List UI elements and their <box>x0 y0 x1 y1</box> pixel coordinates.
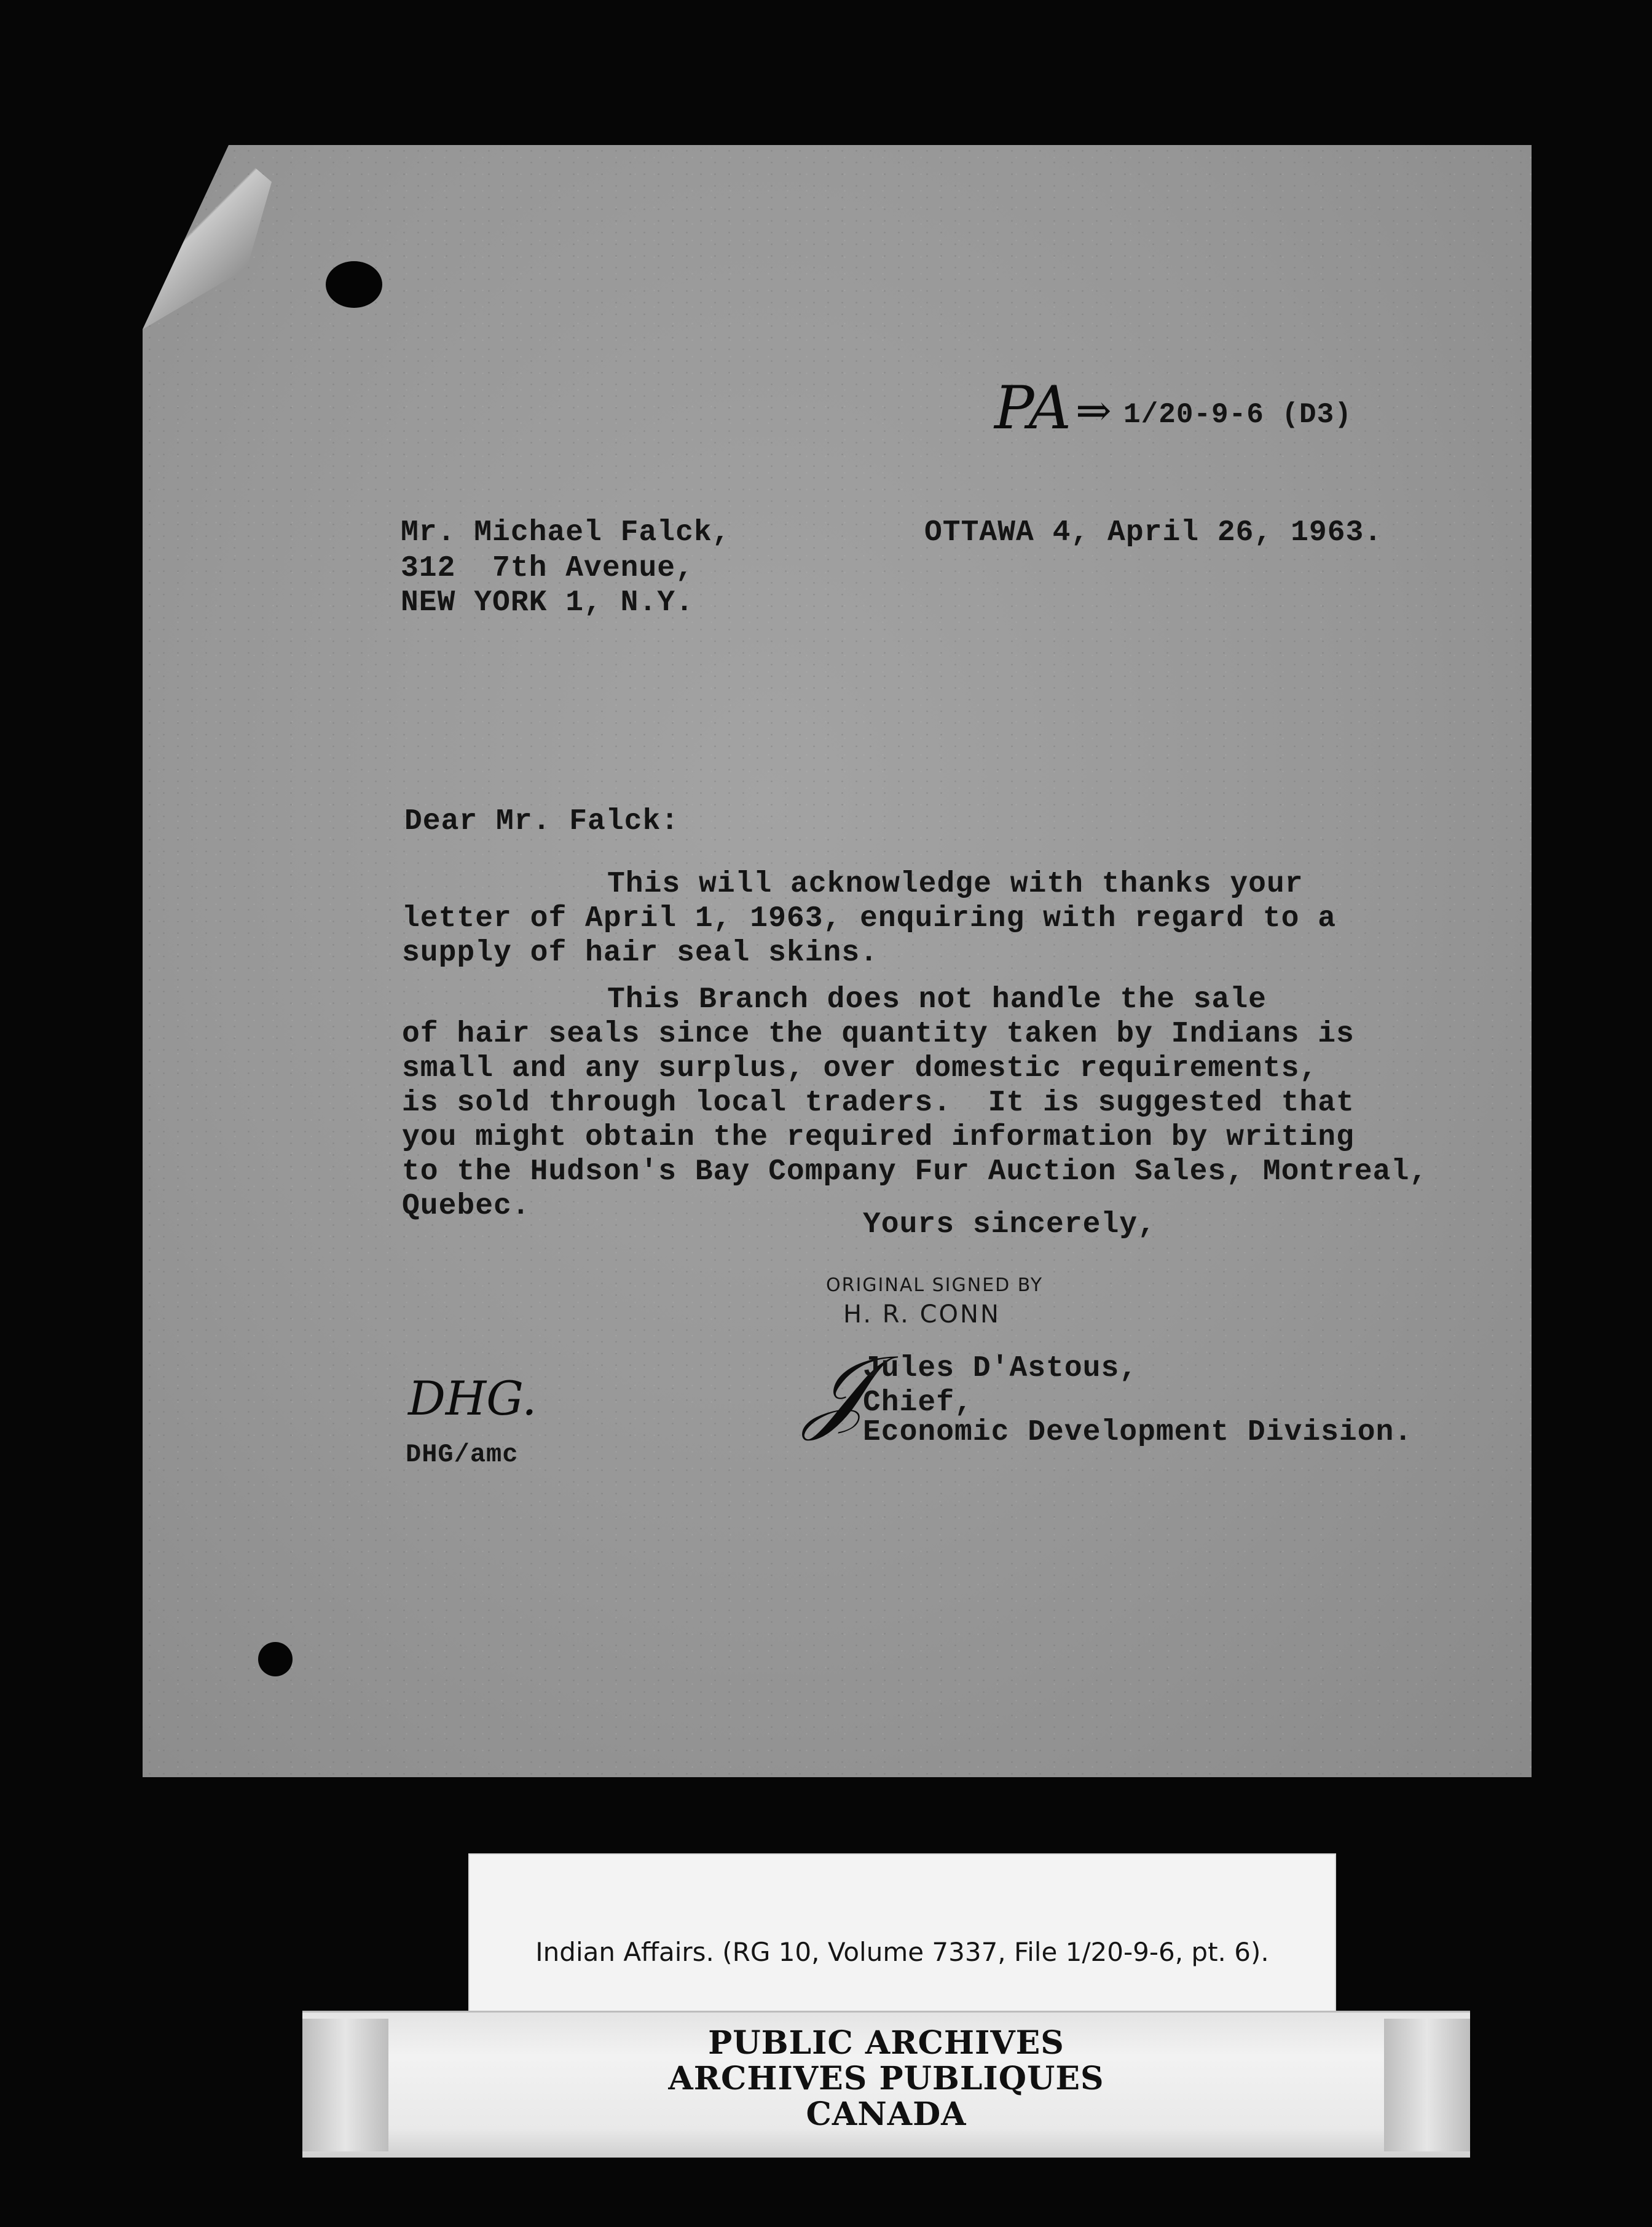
signatory-name: Jules D'Astous, <box>863 1352 1138 1385</box>
signature-flourish: 𝒥 <box>805 1336 869 1443</box>
archive-stamp-band <box>302 2011 1470 2158</box>
recipient-city: NEW YORK 1, N.Y. <box>401 586 694 619</box>
paragraph-1-line: letter of April 1, 1963, enquiring with regard to a <box>402 902 1337 935</box>
torn-hole <box>326 261 382 308</box>
paragraph-1-line: This will acknowledge with thanks your <box>607 868 1304 901</box>
paragraph-2-line: is sold through local traders. It is suggested that <box>402 1086 1355 1120</box>
archive-stamp-line: CANADA <box>806 2095 967 2133</box>
signed-stamp-line2: H. R. CONN <box>843 1300 1001 1329</box>
archive-label-card <box>468 1853 1336 2018</box>
paragraph-1-line: supply of hair seal skins. <box>402 937 878 970</box>
initials-typed: DHG/amc <box>406 1440 519 1469</box>
archive-stamp-line: PUBLIC ARCHIVES <box>708 2024 1064 2062</box>
recipient-name: Mr. Michael Falck, <box>401 516 731 549</box>
paragraph-2-line: to the Hudson's Bay Company Fur Auction Sales, Montreal, <box>402 1155 1428 1188</box>
paragraph-2-line: Quebec. <box>402 1190 530 1223</box>
file-ref-number: 1/20-9-6 (D3) <box>1123 399 1352 431</box>
archive-stamp-line: ARCHIVES PUBLIQUES <box>668 2060 1104 2097</box>
signatory-division: Economic Development Division. <box>863 1416 1413 1449</box>
paragraph-2-line: you might obtain the required information by writing <box>402 1121 1355 1154</box>
recipient-street: 312 7th Avenue, <box>401 552 694 585</box>
dateline: OTTAWA 4, April 26, 1963. <box>924 516 1383 549</box>
punch-hole <box>258 1642 293 1676</box>
paragraph-2-line: This Branch does not handle the sale <box>607 983 1267 1016</box>
paragraph-2-line: small and any surplus, over domestic requirements, <box>402 1052 1318 1085</box>
closing: Yours sincerely, <box>863 1208 1156 1241</box>
salutation: Dear Mr. Falck: <box>404 805 680 838</box>
initials-handwritten: DHG. <box>408 1371 537 1426</box>
signatory-title: Chief, <box>863 1386 973 1420</box>
file-ref-arrow: ⇒ <box>1076 385 1112 436</box>
paragraph-2-line: of hair seals since the quantity taken by Indians is <box>402 1018 1355 1051</box>
signed-stamp-line1: ORIGINAL SIGNED BY <box>826 1275 1044 1296</box>
archive-label-text: Indian Affairs. (RG 10, Volume 7337, File 1/20-9-6, pt. 6). <box>535 1937 1269 1967</box>
file-ref-handwritten: PA <box>994 374 1072 442</box>
